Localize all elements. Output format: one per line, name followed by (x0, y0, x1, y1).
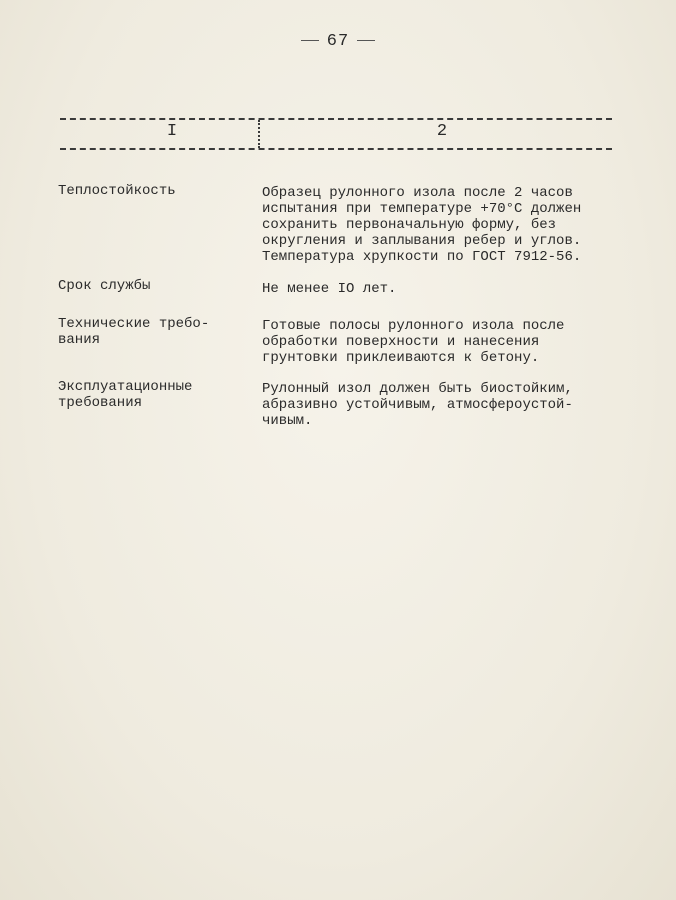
table-header-column-divider (258, 120, 260, 148)
row-description-operational-requirements: Рулонный изол должен быть биостойким, абразивно устойчивым, атмосфероустой- чивым. (262, 381, 573, 429)
row-description-technical-requirements: Готовые полосы рулонного изола после обработки поверхности и нанесения грунтовки приклеиваются к бетону. (262, 318, 565, 366)
page-number (0, 32, 676, 51)
row-term-operational-requirements: Эксплуатационные требования (58, 379, 193, 411)
row-term-service-life: Срок службы (58, 278, 151, 294)
page-number-right-dash (357, 40, 375, 41)
column-header-2: 2 (436, 122, 448, 141)
page-number-text: 67 (326, 32, 350, 51)
row-description-heat-resistance: Образец рулонного изола после 2 часов испытания при температуре +70°С должен сохранить первоначальную форму, без округления и заплывания ребер и углов. Температура хрупкости по ГОСТ 7912-56. (262, 185, 582, 265)
table-header-bottom-rule (60, 148, 612, 150)
row-term-technical-requirements: Технические требо- вания (58, 316, 210, 348)
row-term-heat-resistance: Теплостойкость (58, 183, 176, 199)
row-description-service-life: Не менее IO лет. (262, 281, 397, 297)
page-number-left-dash (301, 40, 319, 41)
table-header-top-rule (60, 118, 612, 120)
column-header-1: I (166, 122, 178, 141)
